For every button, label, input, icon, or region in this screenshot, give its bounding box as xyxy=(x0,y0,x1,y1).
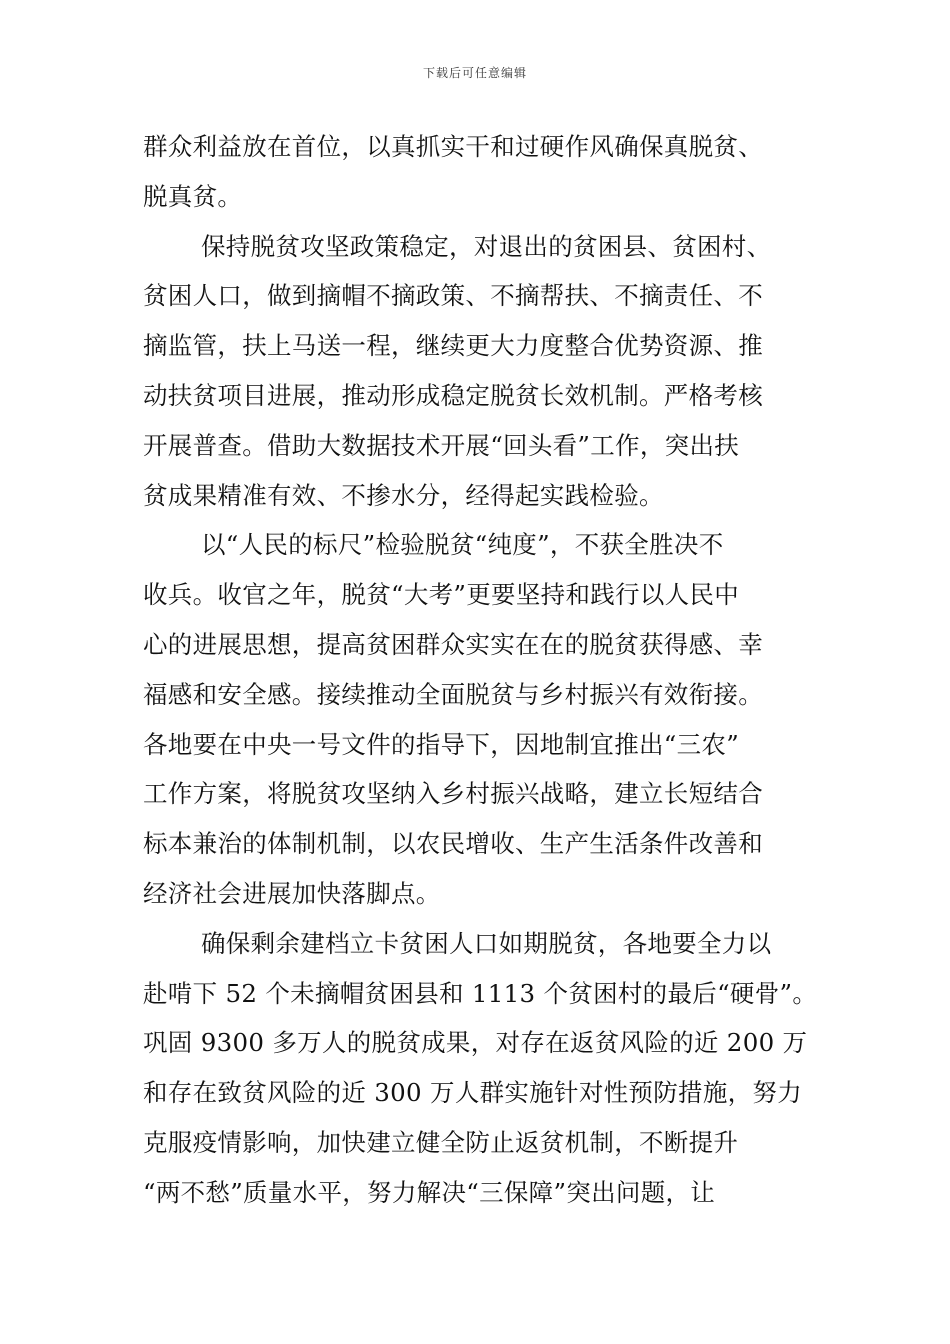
text-line: 福感和安全感。接续推动全面脱贫与乡村振兴有效衔接。 xyxy=(143,679,763,709)
paragraph-first-line: 保持脱贫攻坚政策稳定，对退出的贫困县、贫困村、 xyxy=(201,231,772,261)
text-line: 各地要在中央一号文件的指导下，因地制宜推出“三农” xyxy=(143,729,740,759)
text-line: 和存在致贫风险的近 300 万人群实施针对性预防措施，努力 xyxy=(143,1078,803,1108)
text-line: 贫困人口，做到摘帽不摘政策、不摘帮扶、不摘责任、不 xyxy=(143,281,763,311)
text-line: 克服疫情影响，加快建立健全防止返贫机制，不断提升 xyxy=(143,1127,739,1157)
text-line: 摘监管，扶上马送一程，继续更大力度整合优势资源、推 xyxy=(143,331,763,361)
text-line: 心的进展思想，提高贫困群众实实在在的脱贫获得感、幸 xyxy=(143,629,763,659)
text-line: 赴啃下 52 个未摘帽贫困县和 1113 个贫困村的最后“硬骨”。 xyxy=(143,978,818,1008)
text-line: 标本兼治的体制机制，以农民增收、生产生活条件改善和 xyxy=(143,829,763,859)
text-line: “两不愁”质量水平，努力解决“三保障”突出问题，让 xyxy=(143,1177,716,1207)
text-line: 群众利益放在首位，以真抓实干和过硬作风确保真脱贫、 xyxy=(143,132,763,161)
text-line: 开展普查。借助大数据技术开展“回头看”工作，突出扶 xyxy=(143,430,740,460)
text-line: 脱真贫。 xyxy=(143,181,243,211)
text-line: 经济社会进展加快落脚点。 xyxy=(143,878,441,908)
text-line: 巩固 9300 多万人的脱贫成果，对存在返贫风险的近 200 万 xyxy=(143,1028,808,1058)
page-header: 下载后可任意编辑 xyxy=(422,66,527,80)
paragraph-first-line: 确保剩余建档立卡贫困人口如期脱贫，各地要全力以 xyxy=(201,928,772,958)
text-line: 动扶贫项目进展，推动形成稳定脱贫长效机制。严格考核 xyxy=(143,380,763,410)
document-body xyxy=(143,122,823,1218)
text-line: 工作方案，将脱贫攻坚纳入乡村振兴战略，建立长短结合 xyxy=(143,779,763,809)
text-line: 贫成果精准有效、不掺水分，经得起实践检验。 xyxy=(143,480,664,510)
paragraph-first-line: 以“人民的标尺”检验脱贫“纯度”，不获全胜决不 xyxy=(201,530,724,560)
text-line: 收兵。收官之年，脱贫“大考”更要坚持和践行以人民中 xyxy=(143,580,740,610)
